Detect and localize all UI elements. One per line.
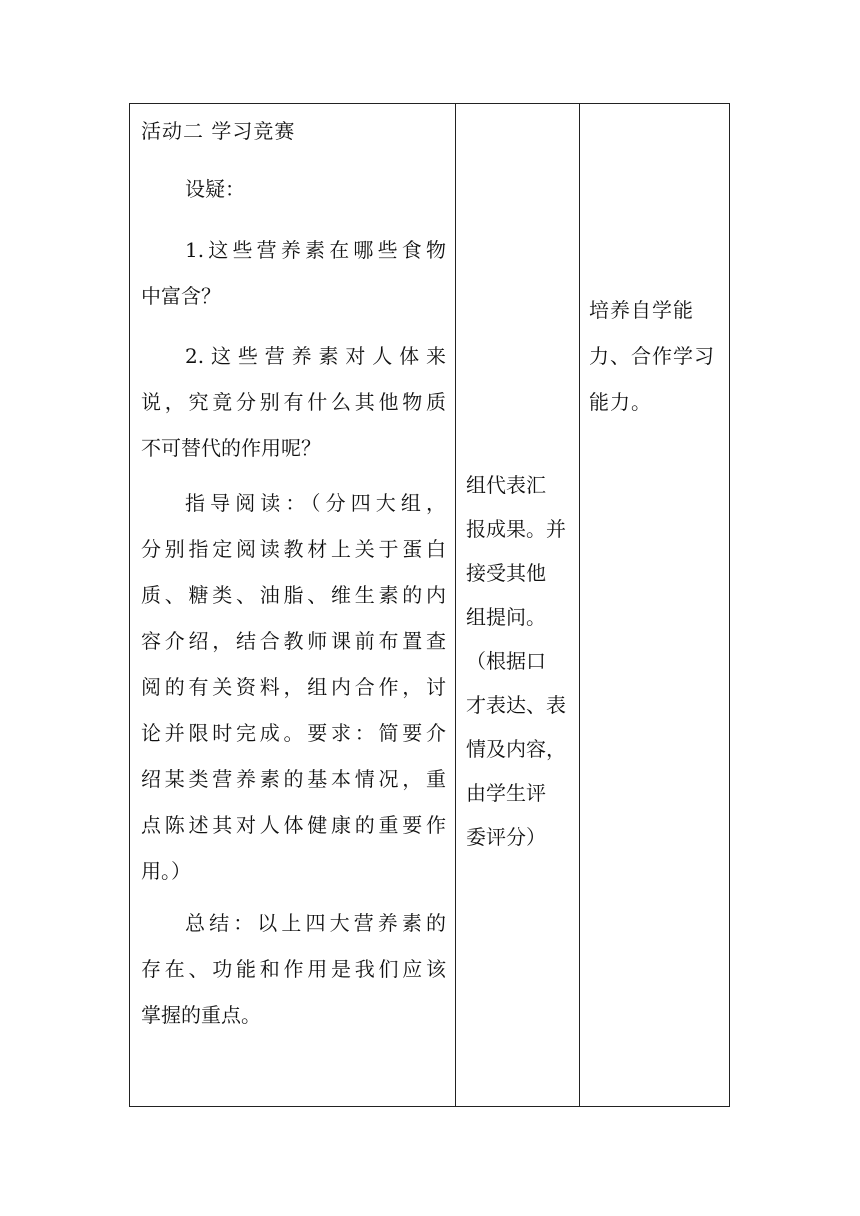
student-activity-line-4: 组提问。 — [466, 605, 546, 629]
design-intent-column — [580, 104, 729, 1106]
guided-reading-line-2: 分别指定阅读教材上关于蛋白 — [141, 537, 446, 561]
guided-reading-line-4: 容介绍，结合教师课前布置查 — [141, 629, 446, 653]
lesson-plan-table — [129, 103, 730, 1107]
student-activity-line-7: 情及内容， — [466, 737, 566, 761]
question-2-line-3: 不可替代的作用呢？ — [141, 436, 321, 460]
student-activity-line-1: 组代表汇 — [466, 473, 546, 497]
question-2-paragraph — [141, 333, 446, 471]
design-intent-line-1: 培养自学能 — [589, 298, 694, 322]
guided-reading-line-7: 绍某类营养素的基本情况，重 — [141, 767, 446, 791]
activity-column — [130, 104, 456, 1106]
guided-reading-line-5: 阅的有关资料，组内合作，讨 — [141, 675, 446, 699]
question-1-paragraph — [141, 227, 446, 319]
student-activity-text — [466, 463, 578, 859]
guided-reading-paragraph — [141, 480, 446, 894]
student-activity-line-6: 才表达、表 — [466, 693, 566, 717]
guided-reading-line-6: 论并限时完成。要求：简要介 — [141, 721, 446, 745]
student-activity-line-3: 接受其他 — [466, 561, 546, 585]
student-activity-line-5: （根据口 — [466, 649, 546, 673]
question-2-line-1: 2.这些营养素对人体来 — [185, 344, 446, 368]
summary-line-1: 总结：以上四大营养素的 — [185, 911, 446, 935]
guided-reading-line-1: 指导阅读：（分四大组， — [185, 491, 446, 515]
question-1-line-2: 中富含？ — [141, 284, 221, 308]
question-heading: 设疑： — [185, 177, 245, 201]
question-heading-paragraph — [141, 166, 446, 212]
summary-line-2: 存在、功能和作用是我们应该 — [141, 957, 446, 981]
student-activity-line-8: 由学生评 — [466, 781, 546, 805]
design-intent-text — [589, 287, 727, 425]
guided-reading-line-9: 用。） — [141, 859, 191, 883]
design-intent-line-2: 力、合作学习 — [589, 344, 715, 368]
summary-line-3: 掌握的重点。 — [141, 1003, 261, 1027]
student-activity-line-9: 委评分） — [466, 825, 546, 849]
activity-title: 活动二 学习竞赛 — [141, 119, 296, 143]
question-1-line-1: 1.这些营养素在哪些食物 — [185, 238, 446, 262]
student-activity-line-2: 报成果。并 — [466, 517, 566, 541]
guided-reading-line-8: 点陈述其对人体健康的重要作 — [141, 813, 446, 837]
student-activity-column — [456, 104, 580, 1106]
guided-reading-line-3: 质、糖类、油脂、维生素的内 — [141, 583, 446, 607]
question-2-line-2: 说，究竟分别有什么其他物质 — [141, 390, 446, 414]
summary-paragraph — [141, 900, 446, 1038]
design-intent-line-3: 能力。 — [589, 390, 652, 414]
